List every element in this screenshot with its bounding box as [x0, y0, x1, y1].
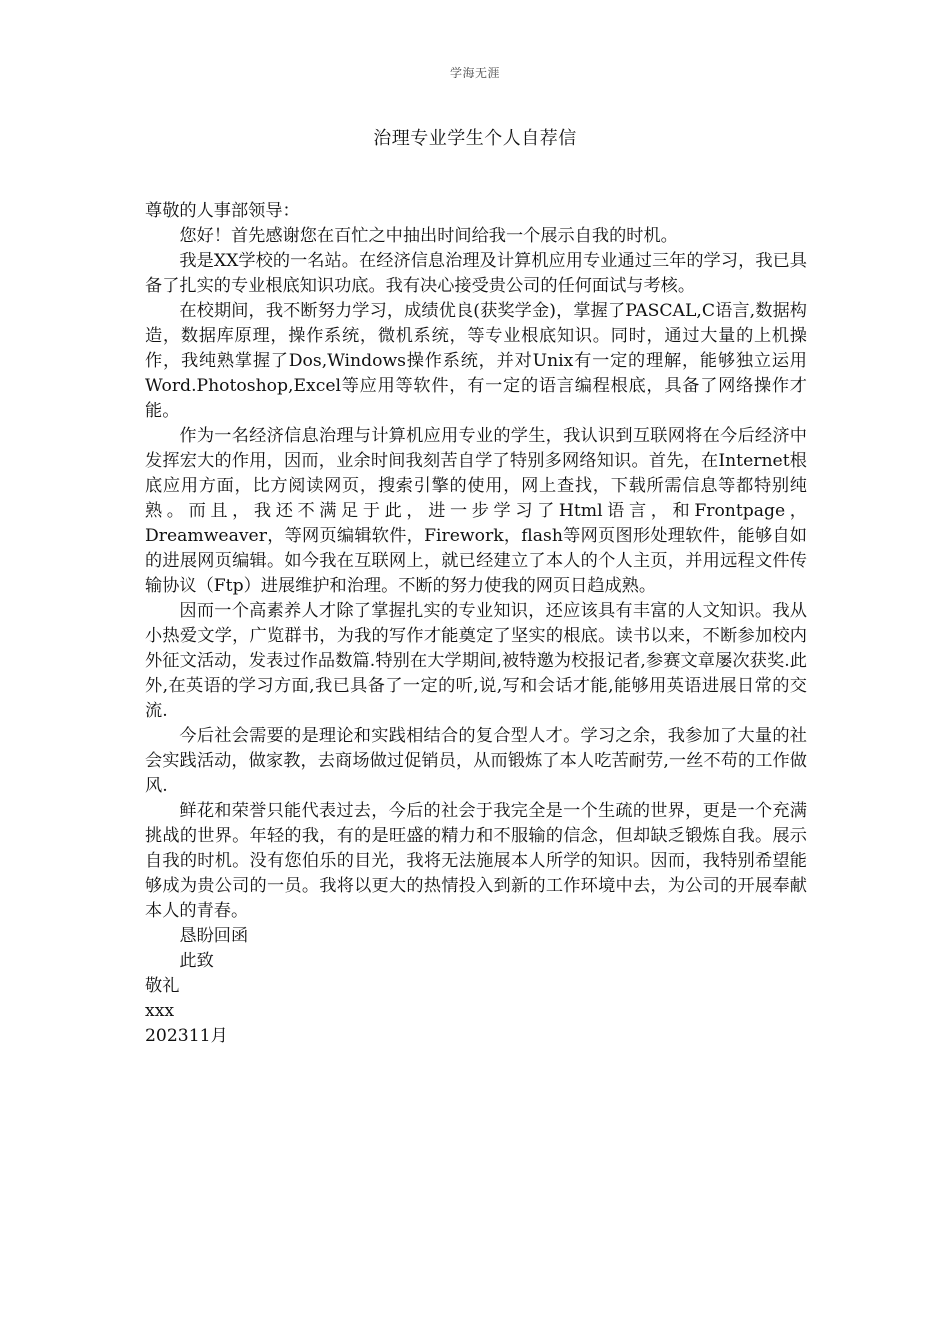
date: 202311月: [145, 1026, 228, 1046]
document-title: 治理专业学生个人自荐信: [373, 128, 577, 149]
salutation: 尊敬的人事部领导：: [145, 201, 300, 221]
paragraph: 在校期间，我不断努力学习，成绩优良(获奖学金)，掌握了PASCAL,C语言,数据构造，数据库原理，操作系统，微机系统，等专业根底知识。同时，通过大量的上机操作，我纯熟掌握了Dos,Windows操作系统，并对Unix有一定的理解，能够独立运用Word.Photoshop,Excel等应用等软件，有一定的语言编程根底，具备了网络操作才能。: [145, 301, 807, 421]
page-header: 学海无涯: [449, 66, 500, 80]
paragraph: 作为一名经济信息治理与计算机应用专业的学生，我认识到互联网将在今后经济中发挥宏大的作用，因而，业余时间我刻苦自学了特别多网络知识。首先，在Internet根底应用方面，比方阅读网页，搜索引擎的使用，网上查找，下载所需信息等都特别纯熟。而且，我还不满足于此，进一步学习了Html语言，和Frontpage，Dreamweaver，等网页编辑软件，Firework，flash等网页图形处理软件，能够自如的进展网页编辑。如今我在互联网上，就已经建立了本人的个人主页，并用远程文件传输协议（Ftp）进展维护和治理。不断的努力使我的网页日趋成熟。: [145, 426, 807, 596]
signature: xxx: [145, 1001, 175, 1021]
letter-body: [145, 199, 807, 1049]
paragraph: 您好！首先感谢您在百忙之中抽出时间给我一个展示自我的时机。: [179, 226, 678, 246]
closing-phrase: 此致: [179, 951, 214, 971]
closing-request: 恳盼回函: [179, 926, 249, 946]
paragraph: 鲜花和荣誉只能代表过去，今后的社会于我完全是一个生疏的世界，更是一个充满挑战的世界。年轻的我，有的是旺盛的精力和不服输的信念，但却缺乏锻炼自我。展示自我的时机。没有您伯乐的目光，我将无法施展本人所学的知识。因而，我特别希望能够成为贵公司的一员。我将以更大的热情投入到新的工作环境中去，为公司的开展奉献本人的青春。: [145, 801, 807, 921]
closing-salute: 敬礼: [145, 976, 180, 996]
paragraph: 因而一个高素养人才除了掌握扎实的专业知识，还应该具有丰富的人文知识。我从小热爱文学，广览群书，为我的写作才能奠定了坚实的根底。读书以来，不断参加校内外征文活动，发表过作品数篇.特别在大学期间,被特邀为校报记者,参赛文章屡次获奖.此外,在英语的学习方面,我已具备了一定的听,说,写和会话才能,能够用英语进展日常的交流.: [145, 601, 807, 721]
paragraph: 我是XX学校的一名站。在经济信息治理及计算机应用专业通过三年的学习，我已具备了扎实的专业根底知识功底。我有决心接受贵公司的任何面试与考核。: [145, 251, 807, 296]
paragraph: 今后社会需要的是理论和实践相结合的复合型人才。学习之余，我参加了大量的社会实践活动，做家教，去商场做过促销员，从而锻炼了本人吃苦耐劳,一丝不苟的工作做风.: [145, 726, 807, 796]
